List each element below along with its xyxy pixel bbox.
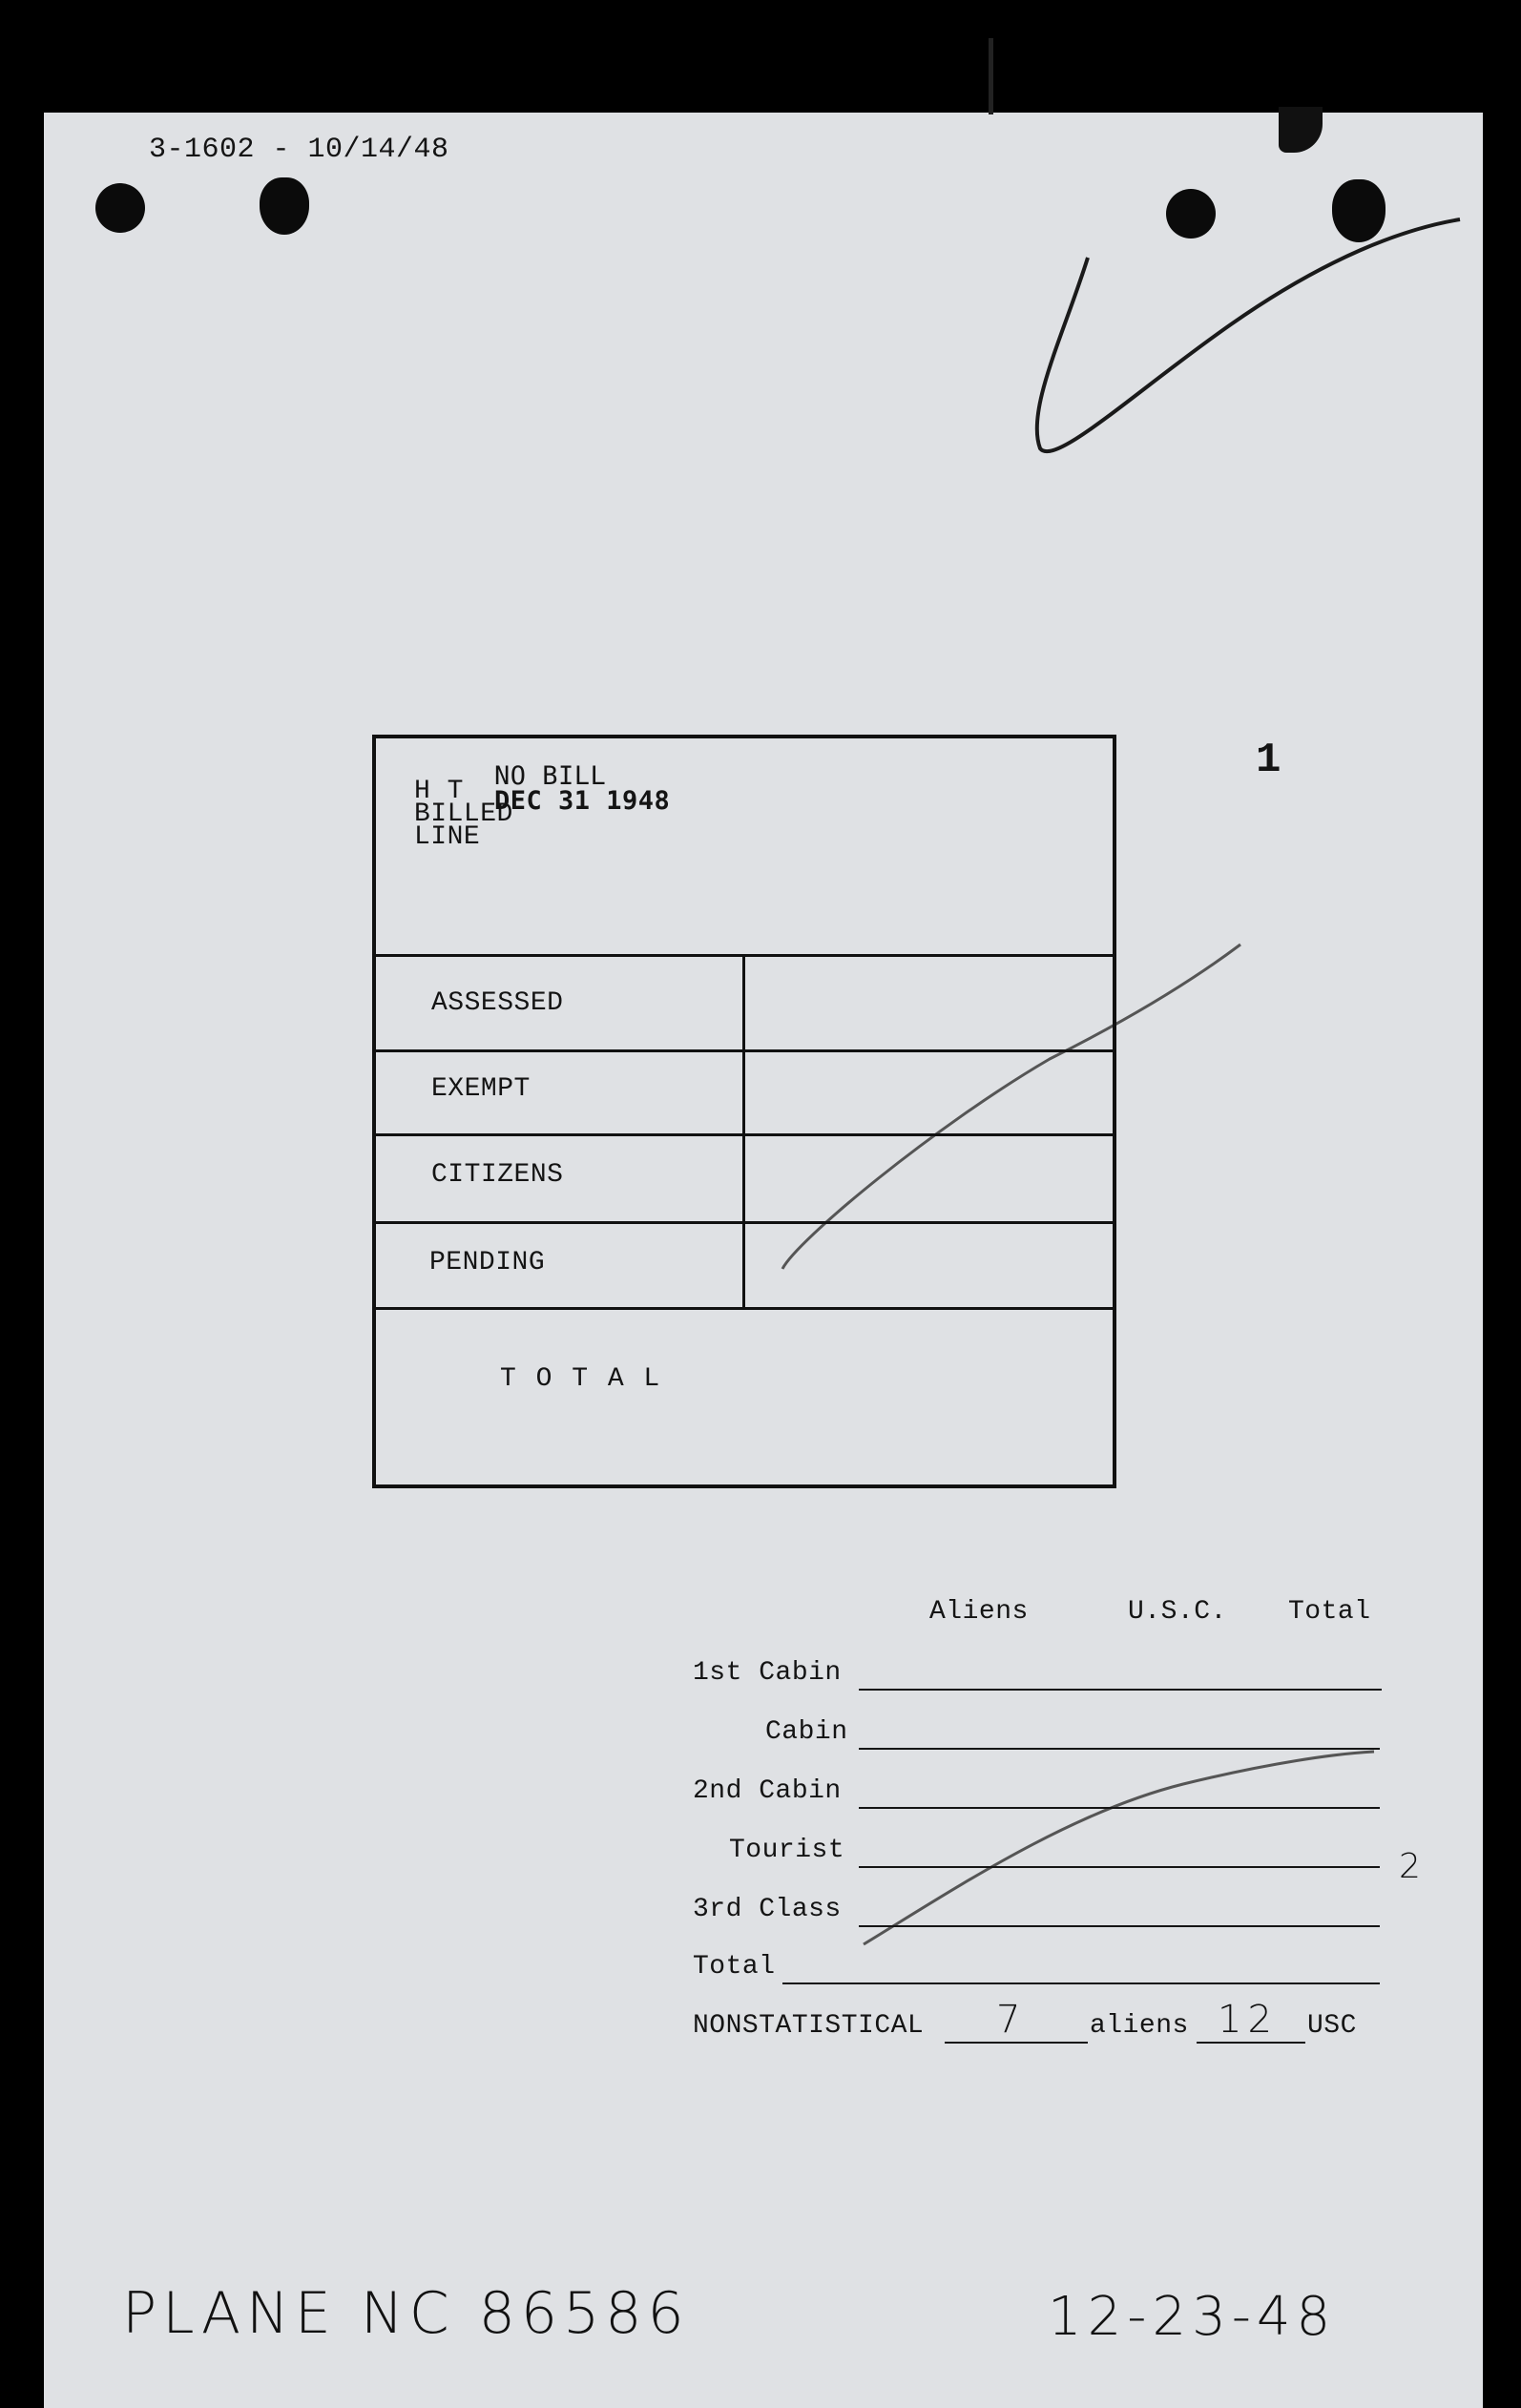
row-1st-cabin: 1st Cabin <box>693 1658 842 1688</box>
row-exempt: EXEMPT <box>431 1074 531 1104</box>
row-total: Total <box>693 1952 776 1982</box>
nonstat-usc-line <box>1197 2042 1305 2044</box>
row-assessed: ASSESSED <box>431 988 564 1018</box>
row-line <box>859 1807 1380 1809</box>
row-tourist: Tourist <box>729 1836 845 1865</box>
row-citizens: CITIZENS <box>431 1160 564 1190</box>
total-label: T O T A L <box>500 1364 662 1394</box>
stamp-date: DEC 31 1948 <box>494 786 671 816</box>
nonstat-aliens-line <box>945 2042 1088 2044</box>
row-2nd-cabin: 2nd Cabin <box>693 1776 842 1806</box>
manifest-diagonal-stroke <box>864 1752 1374 1944</box>
row-line <box>782 1982 1380 1984</box>
col-usc: U.S.C. <box>1128 1597 1227 1627</box>
nonstat-usc-value: 12 <box>1218 1998 1278 2042</box>
stamp-no-bill: NO BILL <box>494 761 607 791</box>
form-number: 3-1602 - 10/14/48 <box>149 134 449 166</box>
aliens-label: aliens <box>1090 2011 1189 2041</box>
row-line <box>859 1925 1380 1927</box>
checkmark <box>1037 219 1460 451</box>
line-label-ht: H T <box>414 777 464 806</box>
row-line <box>859 1866 1380 1868</box>
row-line <box>859 1748 1380 1750</box>
tourist-mark: 2 <box>1399 1847 1427 1886</box>
nonstat-label: NONSTATISTICAL <box>693 2011 925 2041</box>
col-total: Total <box>1288 1597 1371 1627</box>
row-line <box>859 1689 1382 1691</box>
nonstat-aliens-value: 7 <box>996 1998 1027 2042</box>
box-column-divider <box>742 954 745 1309</box>
line-label-line: LINE <box>414 822 481 852</box>
row-pending: PENDING <box>429 1248 546 1277</box>
handwritten-date: 12-23-48 <box>1048 2286 1337 2348</box>
line-label-billed: BILLED <box>414 799 513 829</box>
usc-label: USC <box>1307 2011 1357 2041</box>
row-cabin: Cabin <box>765 1717 848 1747</box>
col-aliens: Aliens <box>929 1597 1029 1627</box>
billing-box <box>372 735 1116 1488</box>
handwritten-plane-number: PLANE NC 86586 <box>122 2280 690 2347</box>
row-3rd-class: 3rd Class <box>693 1895 842 1924</box>
page-number: 1 <box>1256 737 1281 784</box>
